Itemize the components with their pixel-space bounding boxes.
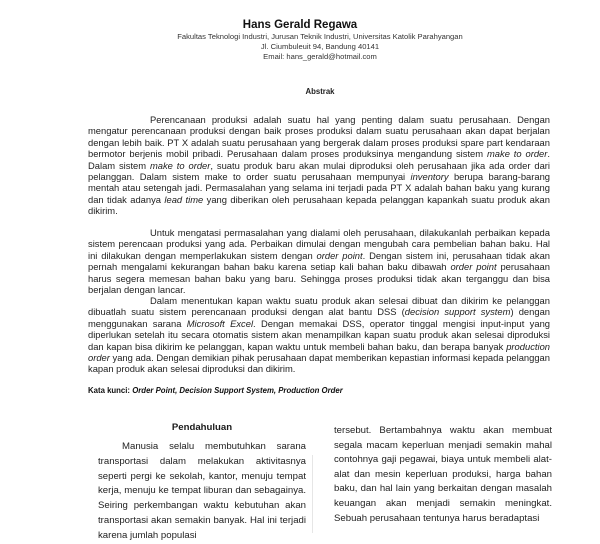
text-run: . Dengan sistem ini, perusahaan tidak akan pernah mengalami kekurangan bahan baku karena setiap kali bahan baku dibawah bbox=[88, 249, 551, 273]
italic-term: lead time bbox=[164, 193, 204, 205]
text-run: Dalam menentukan kapan waktu suatu produk akan selesai dibuat dan dikirim ke pelanggan dibuatlah suatu sistem perencanaan produksi dengan alat bantu DSS ( bbox=[88, 295, 550, 318]
intro-left-column bbox=[98, 422, 306, 544]
keywords-list: Order Point, Decision Support System, Production Order bbox=[132, 386, 343, 395]
abstract-paragraph-2 bbox=[88, 227, 550, 295]
text-run: , suatu produk baru akan mulai diproduksi oleh perusahaan jika ada order dari pelanggan. Dalam sistem make to order suatu perusahaan mempunyai bbox=[88, 159, 550, 183]
text-run: yang ada. Dengan demikian pihak perusahaan dapat memberikan kepastian informasi kepada pelanggan kapan produk akan selesai diproduksi dan dikirim. bbox=[88, 352, 550, 375]
affiliation-faculty: Fakultas Teknologi Industri, Jurusan Teknik Industri, Universitas Katolik Parahyangan bbox=[177, 32, 463, 41]
italic-term: inventory bbox=[410, 171, 449, 183]
italic-term: decision support system bbox=[404, 306, 511, 318]
abstract-paragraph-1 bbox=[88, 114, 550, 217]
intro-left-text: Manusia selalu membutuhkan sarana transportasi dalam melakukan aktivitasnya seperti pergi ke sekolah, kantor, menuju tempat kerja, menuju ke tempat liburan dan sebagainya. Seiring perkembangan waktu kebutuhan akan transportasi akan semakin banyak. Hal ini terjadi karena jumlah populasi bbox=[98, 441, 306, 541]
text-run: ) dengan menggunakan sarana bbox=[88, 306, 551, 329]
keywords bbox=[88, 386, 550, 395]
text-run: . Dengan memakai DSS, operator tinggal mengisi input-input yang diperlukan setelah itu secara otomatis sistem akan menampilkan kapan suatu produk akan selesai diproduksi dan kapan bisa dikirim ke pelanggan, kapan waktu untuk membeli bahan baku, dan berapa banyak bbox=[88, 317, 551, 352]
text-run: . Dalam sistem bbox=[88, 148, 550, 171]
text-run: berupa barang-barang mentah atau setengah jadi. Permasalahan yang selama ini terjadi pada PT X adalah bahan baku yang kurang dan tidak adanya bbox=[88, 171, 551, 205]
author-name: Hans Gerald Regawa bbox=[242, 19, 358, 31]
abstract-paragraph-3 bbox=[88, 295, 550, 375]
italic-term: make to order bbox=[486, 148, 548, 160]
italic-term: production order bbox=[88, 340, 550, 364]
italic-term: make to order bbox=[149, 159, 211, 171]
affiliation-email: Email: hans_gerald@hotmail.com bbox=[263, 52, 377, 61]
affiliation-address: Jl. Ciumbuleuit 94, Bandung 40141 bbox=[260, 42, 380, 51]
text-run: perusahaan harus segera memesan bahan baku yang baru. Sehingga proses produksi tidak akan terganggu dan bisa berjalan dengan lancar. bbox=[88, 261, 550, 296]
section-title-pendahuluan: Pendahuluan bbox=[171, 422, 233, 433]
keywords-label: Kata kunci: bbox=[88, 386, 133, 395]
italic-term: Microsoft Excel bbox=[186, 317, 254, 329]
abstract-title: Abstrak bbox=[305, 87, 335, 96]
text-run: Perencanaan produksi adalah suatu hal yang penting dalam suatu perusahaan. Dengan mengatur perencanaan produksi dengan baik proses produksi dalam suatu perusahaan akan dapat berjalan dengan lebih baik. PT X adalah suatu perusahaan yang bergerak dalam proses produksi spare part kendaraan bermotor berjenis mobil pribadi. Perusahaan dalam proses produksinya mengandung sistem bbox=[88, 114, 550, 160]
column-divider bbox=[312, 455, 313, 533]
text-run: Untuk mengatasi permasalahan yang dialami oleh perusahaan, dilakukanlah perbaikan kepada sistem perencaan produksi yang ada. Perbaikan dimulai dengan mengubah cara pembelian bahan baku. Hal ini dilakukan dengan memperlakukan sistem dengan bbox=[88, 227, 550, 261]
intro-right-column bbox=[334, 424, 552, 526]
italic-term: order point bbox=[316, 249, 363, 261]
intro-right-text: tersebut. Bertambahnya waktu akan membuat segala macam keperluan menjadi semakin mahal contohnya gaji pegawai, biaya untuk membeli alat-alat dan mesin keperluan produksi, harga bahan baku, dan hal lain yang berkaitan dengan masalah keuangan akan menjadi semakin meningkat. Sebuah perusahaan tentunya harus beradaptasi bbox=[334, 425, 552, 524]
italic-term: order point bbox=[450, 261, 497, 273]
text-run: yang diberikan oleh perusahaan kepada pelanggan kapankah suatu produk akan dikirim. bbox=[88, 193, 550, 217]
